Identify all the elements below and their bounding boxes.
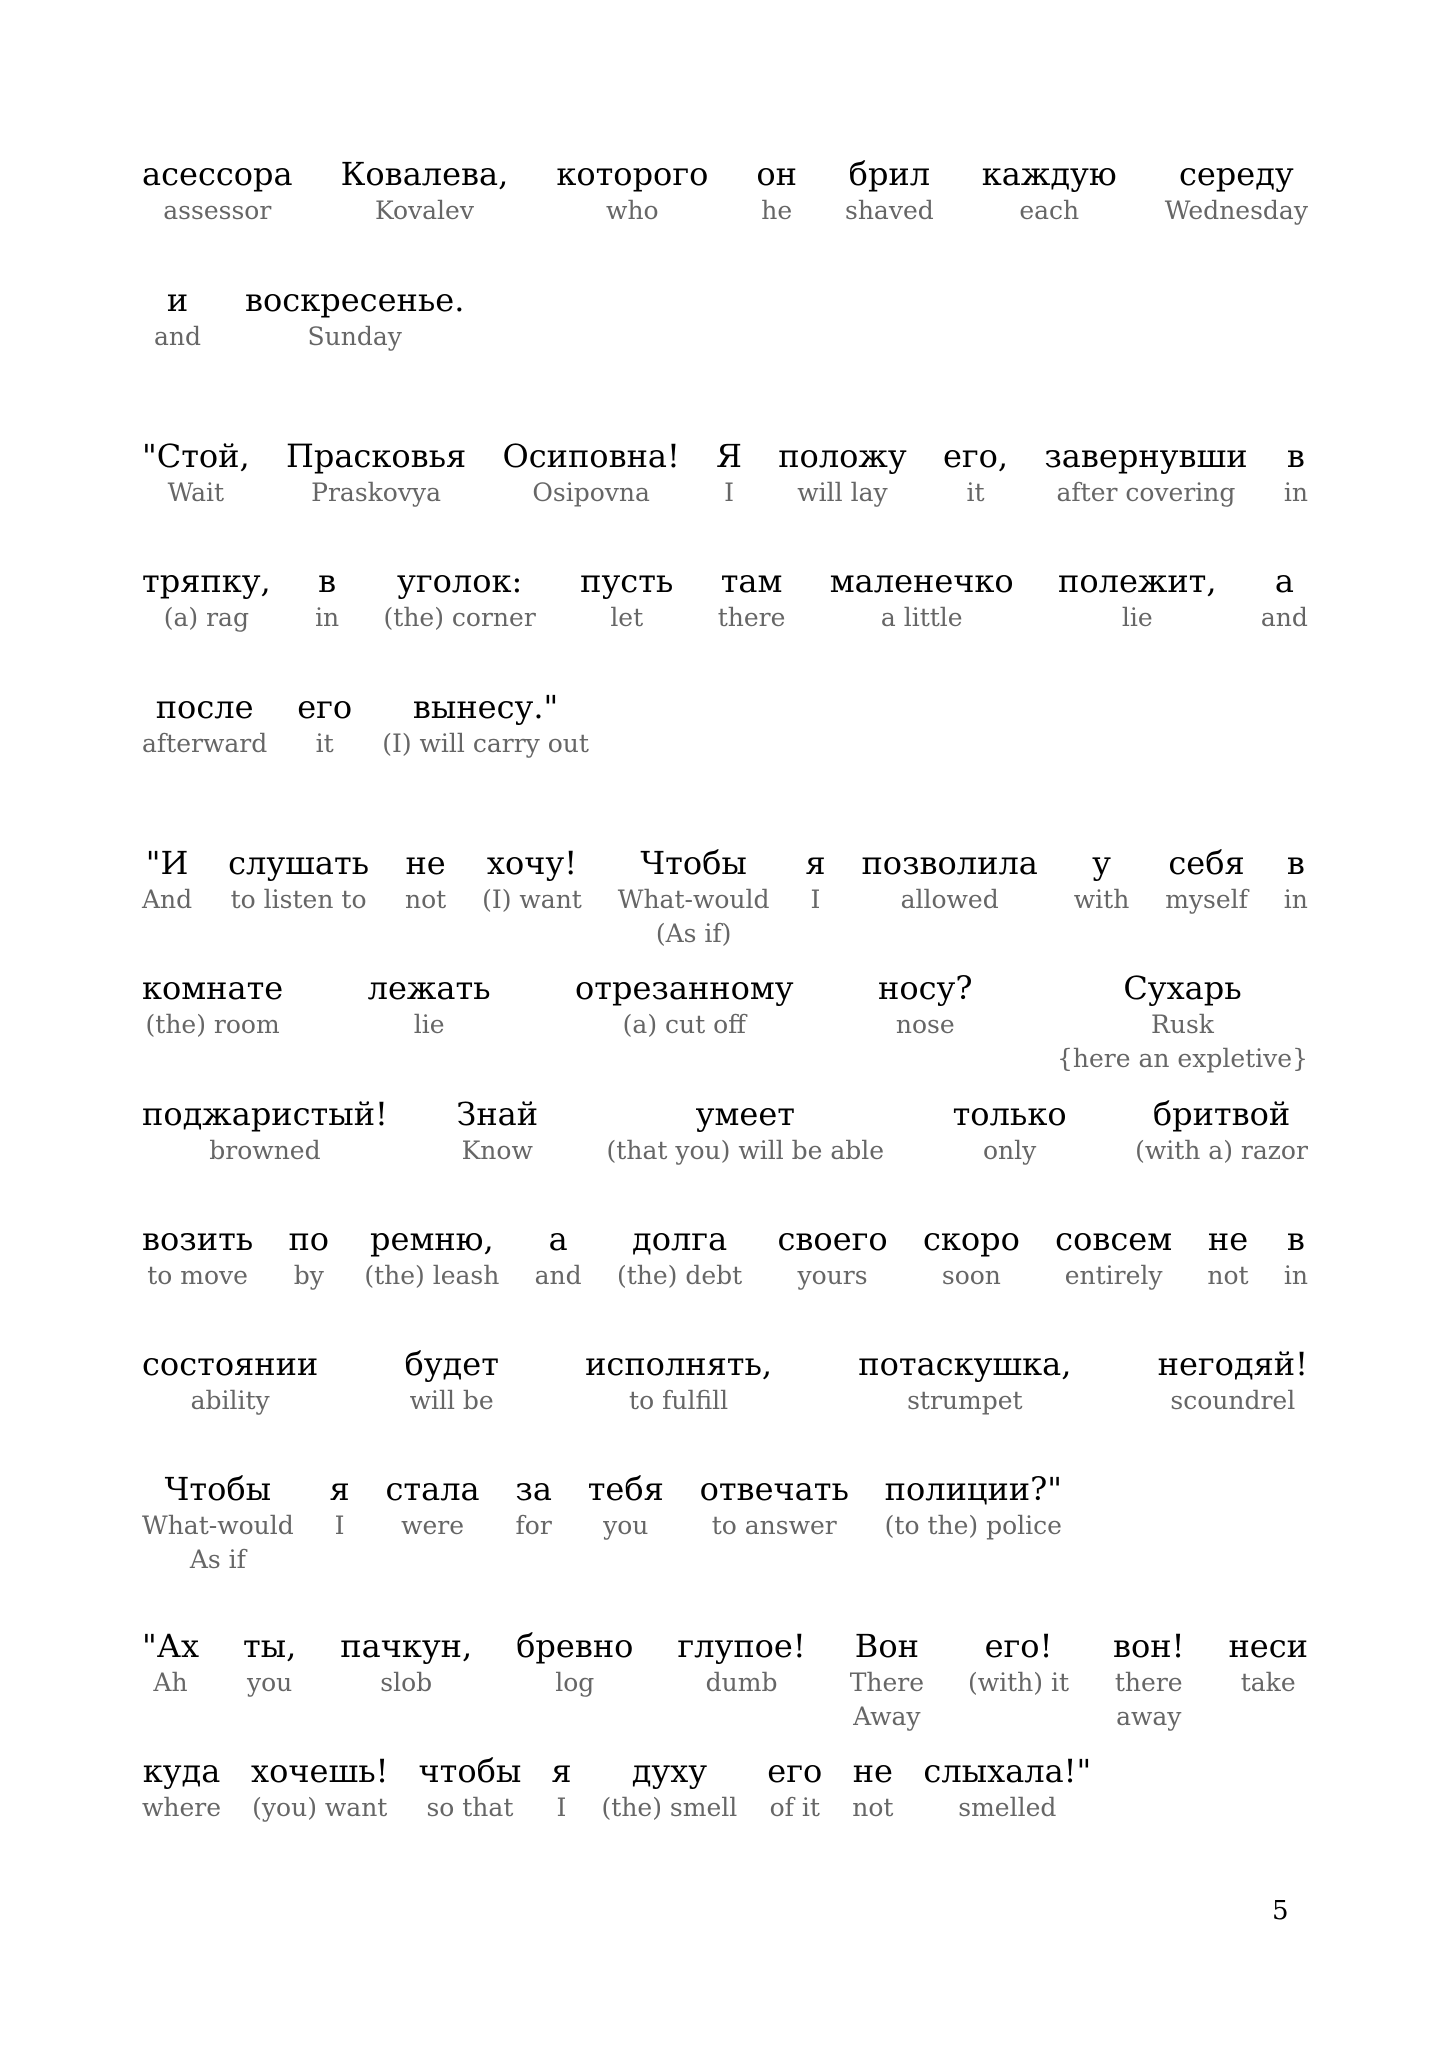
russian-word: неси [1228, 1627, 1308, 1665]
russian-word: его [767, 1752, 823, 1790]
word-pair [142, 154, 293, 228]
russian-word: глупое! [677, 1627, 806, 1665]
russian-word: в [1286, 844, 1305, 882]
english-gloss: each [1019, 196, 1080, 225]
english-gloss: Wait [167, 478, 225, 507]
english-gloss: Sunday [307, 322, 402, 351]
word-pair [1158, 1344, 1308, 1418]
russian-word: он [756, 155, 797, 193]
russian-word: тебя [587, 1470, 664, 1508]
english-gloss: (the) room [145, 1010, 280, 1039]
english-gloss: a little [880, 603, 963, 632]
russian-word: в [318, 562, 337, 600]
word-pair [718, 561, 786, 635]
word-pair [288, 1219, 329, 1293]
russian-word: после [155, 688, 254, 726]
english-gloss: to move [147, 1261, 248, 1290]
word-pair [142, 1344, 318, 1418]
text-line [142, 436, 1308, 510]
text-line [142, 1626, 1308, 1734]
english-gloss: There [849, 1668, 925, 1697]
english-gloss: by [293, 1261, 324, 1290]
russian-word: не [852, 1752, 893, 1790]
russian-word: пачкун, [340, 1627, 473, 1665]
russian-word: хочешь! [251, 1752, 389, 1790]
word-pair [386, 1469, 480, 1543]
english-gloss: it [966, 478, 985, 507]
word-pair [502, 436, 679, 510]
english-gloss: (to the) police [884, 1511, 1062, 1540]
russian-word: будет [404, 1345, 499, 1383]
english-gloss: Ah [153, 1668, 188, 1697]
english-gloss: lie [413, 1010, 445, 1039]
english-gloss: will lay [797, 478, 888, 507]
word-pair [778, 436, 906, 510]
word-pair [1113, 1626, 1184, 1734]
english-gloss: in [1283, 1261, 1308, 1290]
russian-word: чтобы [418, 1752, 522, 1790]
russian-word: Вон [854, 1627, 919, 1665]
word-pair [805, 843, 825, 917]
word-pair [1284, 1219, 1308, 1293]
russian-word: не [405, 844, 446, 882]
word-pair [556, 154, 708, 228]
english-gloss: And [142, 885, 193, 914]
russian-word: тряпку, [142, 562, 271, 600]
word-pair [516, 1626, 633, 1700]
russian-word: стала [385, 1470, 480, 1508]
word-pair [943, 436, 1008, 510]
word-pair [953, 1094, 1067, 1168]
word-pair [850, 1626, 924, 1734]
word-pair [142, 1469, 294, 1577]
russian-word: не [1207, 1220, 1249, 1258]
russian-word: совсем [1055, 1220, 1173, 1258]
russian-word: отрезанному [575, 969, 794, 1007]
word-pair [142, 843, 192, 917]
russian-word: бритвой [1152, 1095, 1291, 1133]
russian-word: положу [778, 437, 907, 475]
russian-word: "Ах [142, 1627, 199, 1665]
english-gloss: (the) leash [364, 1261, 500, 1290]
english-gloss: Know [461, 1136, 533, 1165]
word-pair [251, 1751, 388, 1825]
english-gloss: I [334, 1511, 345, 1540]
english-gloss: browned [209, 1136, 321, 1165]
english-gloss: so that [426, 1793, 514, 1822]
russian-word: носу? [878, 969, 973, 1007]
english-gloss: he [761, 196, 793, 225]
english-gloss: who [606, 196, 659, 225]
russian-word: себя [1168, 844, 1245, 882]
english-gloss: What-would [617, 885, 770, 914]
word-pair [1261, 561, 1308, 635]
russian-word: середу [1178, 155, 1294, 193]
english-gloss: not [852, 1793, 894, 1822]
word-pair [330, 1469, 350, 1543]
word-pair [1165, 843, 1248, 917]
word-pair [515, 1469, 552, 1543]
english-gloss: let [610, 603, 644, 632]
english-gloss: (with a) razor [1135, 1136, 1308, 1165]
english-gloss: take [1240, 1668, 1296, 1697]
english-gloss: Wednesday [1164, 196, 1308, 225]
word-pair [716, 436, 742, 510]
word-pair [315, 561, 339, 635]
word-pair [142, 1626, 199, 1700]
text-line [142, 280, 1320, 354]
russian-word: Чтобы [640, 844, 747, 882]
english-gloss: for [515, 1511, 552, 1540]
word-pair [756, 154, 797, 228]
english-gloss: (the) debt [616, 1261, 743, 1290]
english-gloss: and [534, 1261, 582, 1290]
russian-word: ремню, [370, 1220, 494, 1258]
english-gloss: I [556, 1793, 567, 1822]
russian-word: его, [942, 437, 1009, 475]
russian-word: каждую [981, 155, 1117, 193]
russian-word: поджаристый! [142, 1095, 388, 1133]
english-gloss: I [810, 885, 821, 914]
english-gloss: (you) want [252, 1793, 388, 1822]
russian-word: бревно [516, 1627, 634, 1665]
russian-word: негодяй! [1157, 1345, 1308, 1383]
word-pair [617, 1219, 742, 1293]
english-gloss: not [1207, 1261, 1249, 1290]
russian-word: своего [777, 1220, 888, 1258]
english-gloss: What-would [142, 1511, 294, 1540]
word-pair [588, 1469, 664, 1543]
russian-word: духу [631, 1752, 708, 1790]
english-gloss: not [404, 885, 447, 914]
word-pair [418, 1751, 521, 1825]
word-pair [585, 1344, 772, 1418]
english-gloss: entirely [1064, 1261, 1163, 1290]
word-pair [923, 1219, 1020, 1293]
russian-word: вон! [1113, 1627, 1185, 1665]
russian-word: воскресенье. [245, 281, 465, 319]
russian-word: его [297, 688, 353, 726]
english-gloss: strumpet [907, 1386, 1023, 1415]
word-pair [340, 1626, 472, 1700]
english-gloss: (I) want [482, 885, 582, 914]
word-pair [1044, 436, 1247, 510]
word-pair [368, 968, 491, 1042]
word-pair [142, 687, 267, 761]
english-gloss: to fulfill [629, 1386, 729, 1415]
word-pair [142, 1751, 221, 1825]
russian-word: в [1286, 437, 1305, 475]
english-gloss: nose [895, 1010, 955, 1039]
word-pair [384, 561, 536, 635]
word-pair [142, 968, 283, 1042]
russian-word: Чтобы [164, 1470, 272, 1508]
english-gloss: lie [1121, 603, 1153, 632]
russian-word: вынесу." [412, 688, 559, 726]
english-gloss: scoundrel [1170, 1386, 1296, 1415]
word-pair [1074, 843, 1130, 917]
russian-word: Ковалева, [340, 155, 509, 193]
page-number: 5 [1272, 1896, 1289, 1926]
word-pair [677, 1626, 805, 1700]
word-pair [845, 154, 934, 228]
english-gloss: (that you) will be able [606, 1136, 885, 1165]
english-gloss: allowed [900, 885, 999, 914]
english-gloss: (with) it [967, 1668, 1070, 1697]
english-gloss: in [1283, 885, 1308, 914]
russian-word: а [548, 1220, 568, 1258]
english-gloss: there [1114, 1668, 1183, 1697]
english-gloss: ability [190, 1386, 270, 1415]
word-pair [767, 1751, 822, 1825]
english-gloss: yours [797, 1261, 868, 1290]
russian-word: за [515, 1470, 552, 1508]
english-gloss: to listen to [230, 885, 367, 914]
word-pair [830, 561, 1014, 635]
russian-word: ты, [242, 1627, 297, 1665]
word-pair [405, 843, 446, 917]
english-gloss: of it [769, 1793, 820, 1822]
english-gloss: smelled [958, 1793, 1057, 1822]
word-pair [777, 1219, 887, 1293]
russian-word: только [952, 1095, 1067, 1133]
english-gloss: {here an expletive} [1056, 1044, 1308, 1073]
russian-word: там [720, 562, 783, 600]
russian-word: потаскушка, [858, 1345, 1072, 1383]
english-gloss: Away [853, 1702, 921, 1731]
english-gloss: and [154, 322, 202, 351]
english-gloss: I [724, 478, 734, 507]
english-gloss: (the) smell [601, 1793, 738, 1822]
word-pair [142, 436, 250, 510]
text-line [142, 1751, 1308, 1825]
word-pair [1135, 1094, 1308, 1168]
english-gloss: you [603, 1511, 649, 1540]
english-gloss: assessor [163, 196, 272, 225]
word-pair [382, 687, 589, 761]
english-gloss: it [315, 729, 334, 758]
word-pair [878, 968, 973, 1042]
text-line [142, 1094, 1308, 1168]
word-pair [1228, 1626, 1308, 1700]
word-pair [1057, 968, 1308, 1076]
english-gloss: Praskovya [311, 478, 441, 507]
russian-word: позволила [861, 844, 1038, 882]
word-pair [142, 1094, 388, 1168]
english-gloss: to answer [711, 1511, 837, 1540]
russian-word: долга [632, 1220, 728, 1258]
word-pair [1284, 436, 1308, 510]
english-gloss: (a) cut off [622, 1010, 746, 1039]
russian-word: полежит, [1058, 562, 1217, 600]
english-gloss: where [142, 1793, 222, 1822]
english-gloss: Rusk [1151, 1010, 1214, 1039]
russian-word: у [1092, 844, 1111, 882]
russian-word: в [1286, 1220, 1305, 1258]
english-gloss: log [555, 1668, 595, 1697]
english-gloss: Osipovna [532, 478, 650, 507]
russian-word: хочу! [486, 844, 578, 882]
word-pair [535, 1219, 582, 1293]
russian-word: маленечко [829, 562, 1014, 600]
text-line [142, 1469, 1062, 1577]
word-pair [580, 561, 673, 635]
word-pair [575, 968, 794, 1042]
word-pair [551, 1751, 571, 1825]
text-line [142, 1344, 1308, 1418]
russian-word: которого [556, 155, 709, 193]
text-line [142, 687, 1308, 761]
english-gloss: in [315, 603, 340, 632]
russian-word: его! [984, 1627, 1053, 1665]
text-line [142, 1219, 1308, 1293]
word-pair [618, 843, 770, 951]
word-pair [968, 1626, 1069, 1700]
english-gloss: soon [941, 1261, 1001, 1290]
russian-word: лежать [367, 969, 491, 1007]
word-pair [142, 561, 271, 635]
word-pair [297, 687, 352, 761]
text-line [142, 968, 1308, 1076]
text-line [142, 154, 1308, 228]
english-gloss: (I) will carry out [382, 729, 589, 758]
english-gloss: Kovalev [374, 196, 474, 225]
russian-word: исполнять, [585, 1345, 773, 1383]
word-pair [1284, 843, 1308, 917]
english-gloss: slob [380, 1668, 433, 1697]
word-pair [982, 154, 1117, 228]
english-gloss: and [1260, 603, 1308, 632]
word-pair [861, 843, 1037, 917]
english-gloss: shaved [845, 196, 934, 225]
word-pair [852, 1751, 893, 1825]
word-pair [1058, 561, 1217, 635]
word-pair [482, 843, 582, 917]
russian-word: слыхала!" [923, 1752, 1092, 1790]
english-gloss: (As if) [655, 919, 732, 948]
word-pair [404, 1344, 498, 1418]
word-pair [1055, 1219, 1172, 1293]
english-gloss: in [1283, 478, 1308, 507]
russian-word: Осиповна! [502, 437, 680, 475]
russian-word: Я [716, 437, 742, 475]
russian-word: и [166, 281, 189, 319]
russian-word: я [551, 1752, 572, 1790]
english-gloss: after covering [1056, 478, 1236, 507]
word-pair [1207, 1219, 1248, 1293]
english-gloss: only [982, 1136, 1037, 1165]
russian-word: полиции?" [884, 1470, 1062, 1508]
english-gloss: were [401, 1511, 465, 1540]
russian-word: комнате [142, 969, 284, 1007]
word-pair [154, 280, 201, 354]
russian-word: возить [142, 1220, 254, 1258]
english-gloss: with [1073, 885, 1130, 914]
russian-word: слушать [228, 844, 370, 882]
russian-word: уголок: [397, 562, 523, 600]
english-gloss: myself [1165, 885, 1248, 914]
russian-word: я [805, 844, 826, 882]
russian-word: Сухарь [1123, 969, 1242, 1007]
russian-word: по [288, 1220, 330, 1258]
word-pair [228, 843, 369, 917]
word-pair [142, 1219, 253, 1293]
english-gloss: (the) corner [383, 603, 536, 632]
russian-word: отвечать [699, 1470, 849, 1508]
word-pair [243, 1626, 296, 1700]
russian-word: скоро [922, 1220, 1020, 1258]
english-gloss: dumb [705, 1668, 778, 1697]
russian-word: "Стой, [142, 437, 250, 475]
english-gloss: As if [189, 1545, 246, 1574]
text-line [142, 561, 1308, 635]
russian-word: брил [848, 155, 931, 193]
word-pair [245, 280, 464, 354]
russian-word: асессора [142, 155, 293, 193]
word-pair [602, 1751, 738, 1825]
english-gloss: you [247, 1668, 293, 1697]
russian-word: а [1274, 562, 1294, 600]
word-pair [607, 1094, 885, 1168]
russian-word: куда [142, 1752, 221, 1790]
word-pair [858, 1344, 1071, 1418]
english-gloss: there [717, 603, 786, 632]
word-pair [923, 1751, 1091, 1825]
word-pair [1165, 154, 1308, 228]
word-pair [341, 154, 509, 228]
english-gloss: (a) rag [163, 603, 249, 632]
word-pair [700, 1469, 849, 1543]
russian-word: пусть [580, 562, 674, 600]
russian-word: завернувши [1044, 437, 1248, 475]
russian-word: "И [145, 844, 189, 882]
english-gloss: away [1116, 1702, 1182, 1731]
russian-word: Прасковья [285, 437, 467, 475]
word-pair [885, 1469, 1062, 1543]
word-pair [286, 436, 466, 510]
russian-word: умеет [695, 1095, 795, 1133]
russian-word: я [329, 1470, 350, 1508]
text-line [142, 843, 1308, 951]
russian-word: состоянии [142, 1345, 319, 1383]
word-pair [364, 1219, 499, 1293]
english-gloss: will be [409, 1386, 494, 1415]
word-pair [456, 1094, 538, 1168]
russian-word: Знай [456, 1095, 539, 1133]
english-gloss: afterward [142, 729, 268, 758]
